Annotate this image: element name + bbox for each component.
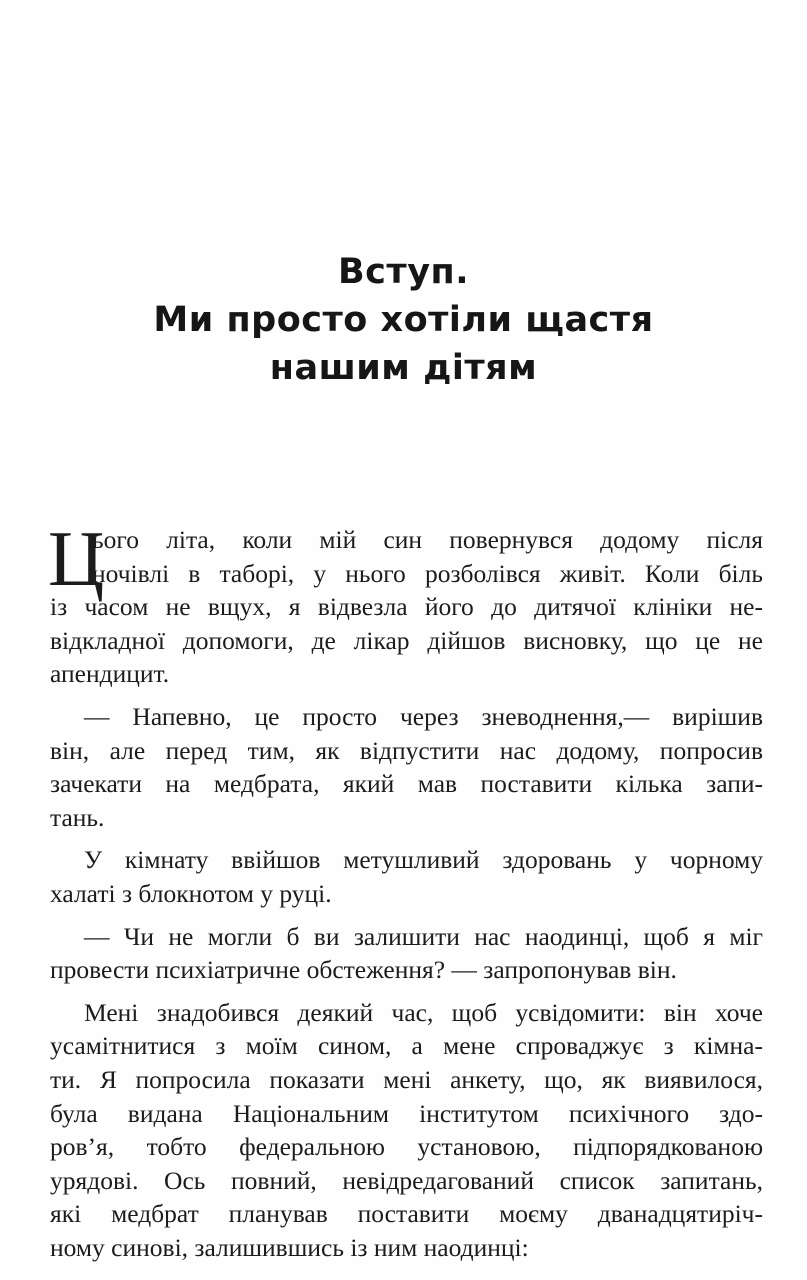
text-line: ному синові, залишившись із ним наодинці:	[50, 1232, 529, 1262]
chapter-heading-line-2: Ми просто хотіли щастя	[153, 300, 654, 340]
text-line: — Напевно, це просто через зневоднення,— вирішив	[84, 701, 763, 731]
text-line: провести психіатричне обстеження? — запропонував він.	[50, 955, 677, 985]
text-line: ночівлі в таборі, у нього розболівся живіт. Коли біль	[92, 558, 763, 588]
text-line: Мені знадобився деякий час, щоб усвідомити: він хоче	[84, 997, 763, 1027]
text-line: апендицит.	[50, 659, 170, 689]
text-line: тань.	[50, 802, 105, 832]
chapter-body-text	[48, 515, 763, 1264]
text-line: У кімнату ввійшов метушливий здоровань у чорному	[84, 845, 763, 875]
text-line: відкладної допомоги, де лікар дійшов висновку, що це не	[50, 625, 763, 655]
text-line: він, але перед тим, як відпустити нас додому, попросив	[50, 735, 763, 765]
text-line: халаті з блокнотом у руці.	[50, 878, 332, 908]
text-line: була видана Національним інститутом психічного здо-	[50, 1098, 763, 1128]
chapter-heading	[0, 248, 807, 392]
text-line: урядові. Ось повний, невідредагований список запитань,	[50, 1165, 763, 1195]
chapter-heading-line-3: нашим дітям	[269, 348, 538, 388]
text-line: ти. Я попросила показати мені анкету, що, як виявилося,	[50, 1064, 763, 1094]
text-line: ього літа, коли мій син повернувся додому після	[92, 525, 763, 554]
text-line: ров’я, тобто федеральною установою, підпорядкованою	[50, 1132, 763, 1162]
text-line: — Чи не могли б ви залишити нас наодинці, щоб я міг	[84, 921, 763, 951]
text-line: зачекати на медбрата, який мав поставити кілька запи-	[50, 769, 763, 799]
drop-cap-letter: Ц	[48, 515, 105, 602]
text-line: які медбрат планував поставити моєму дванадцятиріч-	[50, 1199, 763, 1229]
text-line: усамітнитися з моїм сином, а мене спроваджує з кімна-	[50, 1031, 763, 1061]
text-line: із часом не вщух, я відвезла його до дитячої клініки не-	[50, 592, 763, 622]
chapter-heading-line-1: Вступ.	[337, 252, 469, 292]
